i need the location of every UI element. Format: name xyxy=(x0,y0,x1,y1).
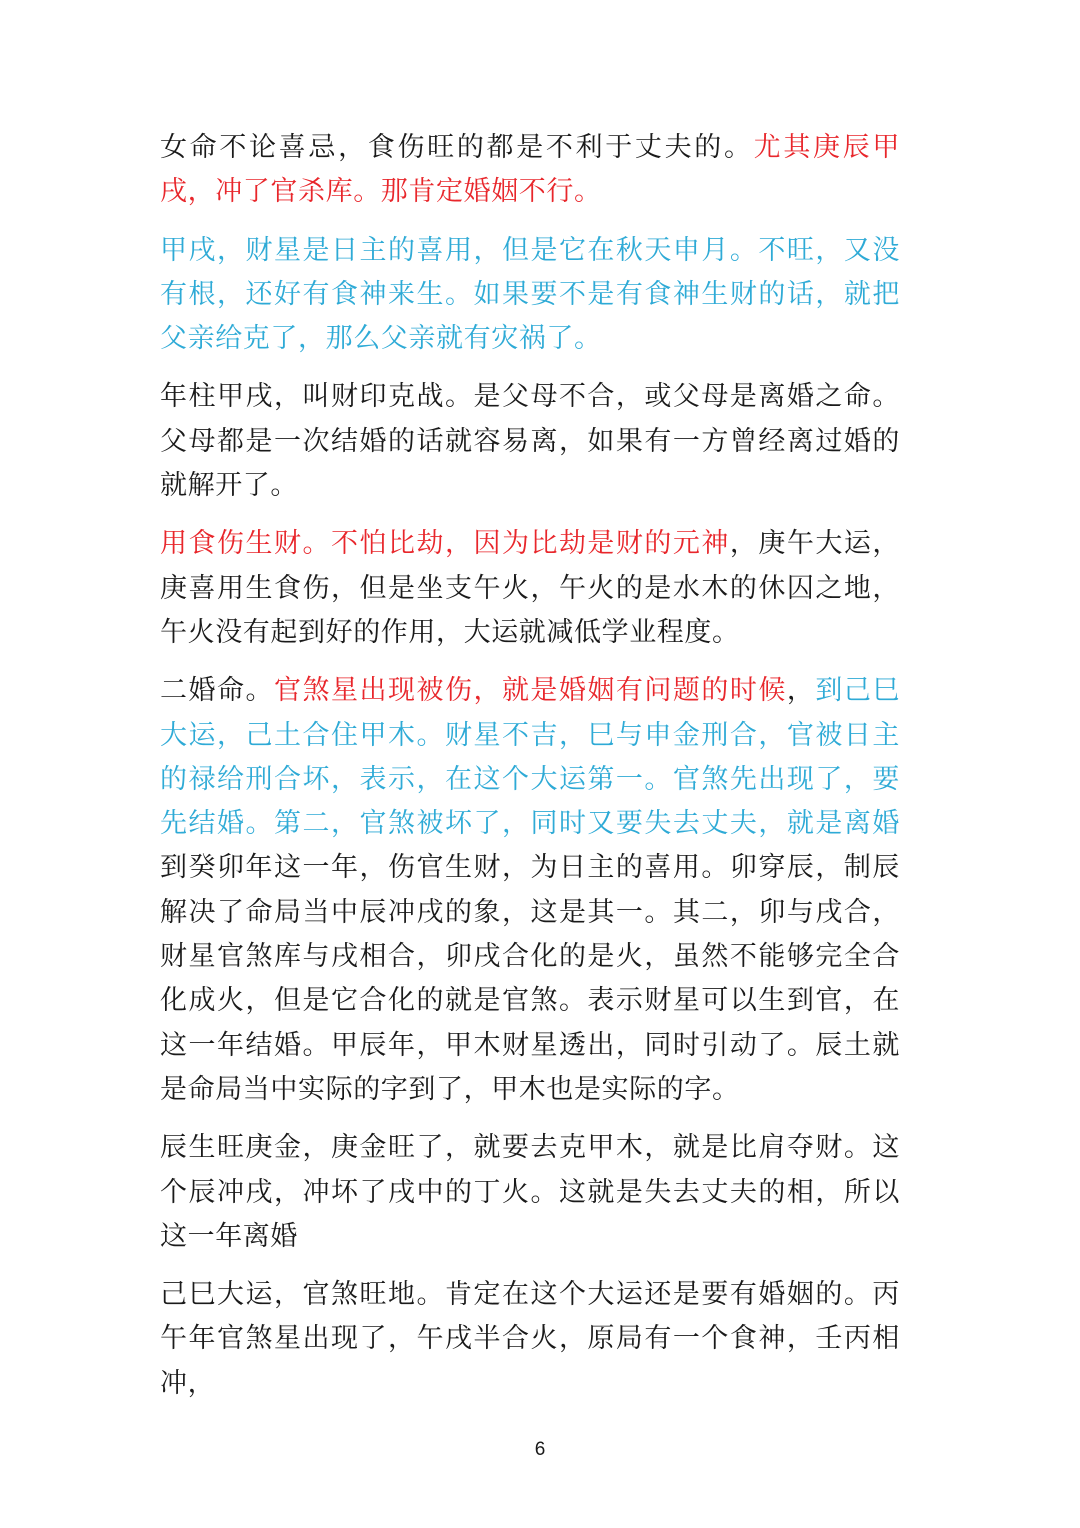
paragraph-3-segment-1: 年柱甲戌，叫财印克战。是父母不合，或父母是离婚之命。父母都是一次结婚的话就容易离，如果有一方曾经离过婚的就解开了。 xyxy=(160,381,900,502)
page-number: 6 xyxy=(534,1439,546,1460)
paragraph-7-segment-1: 己巳大运，官煞旺地。肯定在这个大运还是要有婚姻的。丙午年官煞星出现了，午戌半合火，原局有一个食神，壬丙相冲， xyxy=(160,1279,900,1399)
paragraph-5-segment-1: 二婚命。 xyxy=(160,675,274,707)
paragraph-5 xyxy=(160,669,900,1112)
paragraph-3 xyxy=(160,375,900,508)
paragraph-6 xyxy=(160,1126,900,1259)
paragraph-1 xyxy=(160,126,900,215)
paragraph-4-segment-2: ，庚午大运，庚喜用生食伤，但是坐支午火，午火的是水木的休囚之地，午火没有起到好的作用，大运就减低学业程度。 xyxy=(160,528,900,648)
paragraph-4 xyxy=(160,522,900,655)
paragraph-5-segment-5: 到癸卯年这一年，伤官生财，为日主的喜用。卯穿辰，制辰解决了命局当中辰冲戌的象，这是其一。其二，卯与戌合，财星官煞库与戌相合，卯戌合化的是火，虽然不能够完全合化成火，但是它合化的就是官煞。表示财星可以生到官，在这一年结婚。甲辰年，甲木财星透出，同时引动了。辰土就是命局当中实际的字到了，甲木也是实际的字。 xyxy=(160,852,900,1105)
paragraph-7 xyxy=(160,1273,900,1406)
paragraph-5-segment-2: 官煞星出现被伤，就是婚姻有问题的时候 xyxy=(273,675,787,707)
paragraph-5-segment-3: ， xyxy=(786,675,816,707)
paragraph-2 xyxy=(160,229,900,362)
paragraph-5-segment-4: 到己巳大运，己土合住甲木。财星不吉，巳与申金刑合，官被日主的禄给刑合坏，表示，在这个大运第一。官煞先出现了，要先结婚。第二，官煞被坏了，同时又要失去丈夫，就是离婚 xyxy=(160,675,900,840)
document-body xyxy=(160,126,900,1420)
paragraph-1-segment-2: 尤其庚辰甲戌，冲了官杀库。那肯定婚姻不行。 xyxy=(160,132,901,208)
paragraph-6-segment-1: 辰生旺庚金，庚金旺了，就要去克甲木，就是比肩夺财。这个辰冲戌，冲坏了戌中的丁火。这就是失去丈夫的相，所以这一年离婚 xyxy=(160,1132,900,1252)
paragraph-2-segment-1: 甲戌，财星是日主的喜用，但是它在秋天申月。不旺，又没有根，还好有食神来生。如果要不是有食神生财的话，就把父亲给克了，那么父亲就有灾祸了。 xyxy=(160,234,900,355)
paragraph-4-segment-1: 用食伤生财。不怕比劫，因为比劫是财的元神 xyxy=(160,528,730,560)
paragraph-1-segment-1: 女命不论喜忌，食伤旺的都是不利于丈夫的。 xyxy=(160,132,754,163)
